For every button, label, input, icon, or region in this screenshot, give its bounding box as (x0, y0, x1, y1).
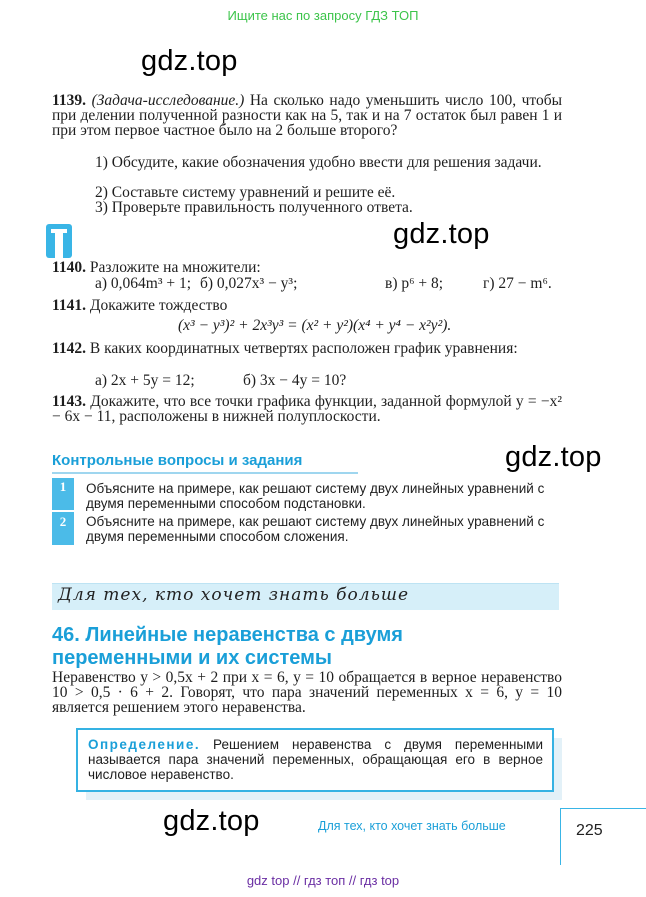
footer-divider (560, 808, 646, 809)
question-2: Объясните на примере, как решают систему двух линейных уравнений с двумя переменными способом сложения. (86, 514, 545, 544)
definition-body: Решением неравенства с двумя переменными называется пара значений переменных, обращающая его в верное числовое неравенство. (88, 737, 543, 782)
problem-text: Разложите на множители: (89, 259, 261, 276)
section-title-line: переменными и их системы (52, 647, 332, 669)
problem-number: 1140. (52, 259, 87, 276)
watermark: gdz.top (393, 218, 490, 250)
p-marker-icon (46, 224, 72, 258)
option-a: а) 0,064m³ + 1; (95, 275, 192, 292)
problem-text: В каких координатных четвертях расположен график уравнения: (89, 340, 518, 357)
problem-text: Докажите, что все точки графика функции, заданной формулой y = −x² − 6x − 11, расположены в нижней полуплоскости. (52, 393, 563, 425)
definition-label: Определение. (88, 737, 201, 752)
question-number: 2 (52, 512, 74, 545)
option-b: б) 0,027x³ − y³; (200, 275, 298, 292)
problem-number: 1141. (52, 297, 87, 314)
question-1: Объясните на примере, как решают систему двух линейных уравнений с двумя переменными способом подстановки. (86, 481, 545, 511)
section-title-line: 46. Линейные неравенства с двумя (52, 624, 403, 646)
section-body: Неравенство y > 0,5x + 2 при x = 6, y = 10 обращается в верное неравенство 10 > 0,5 · 6 + 2. Говорят, что пара значений переменных x = 6, y = 10 является решением этого неравенства. (52, 669, 562, 716)
problem-1139-step-1: 1) Обсудите, какие обозначения удобно ввести для решения задачи. (95, 154, 542, 171)
footer-section-name: Для тех, кто хочет знать больше (318, 819, 506, 833)
question-number: 1 (52, 478, 74, 510)
option-d: г) 27 − m⁶. (483, 275, 552, 292)
page-number: 225 (576, 822, 603, 839)
problem-1141 (52, 298, 562, 313)
problem-1142 (52, 341, 562, 356)
problem-1139-step-3: 3) Проверьте правильность полученного ответа. (95, 199, 413, 216)
definition-text (88, 737, 543, 782)
control-questions-title: Контрольные вопросы и задания (52, 452, 303, 469)
section-title (52, 624, 572, 670)
watermark: gdz.top (505, 441, 602, 473)
top-banner: Ищите нас по запросу ГДЗ ТОП (227, 8, 419, 23)
problem-number: 1143. (52, 393, 87, 410)
more-section-title: Для тех, кто хочет знать больше (58, 585, 410, 605)
problem-number: 1142. (52, 340, 87, 357)
problem-tag: (Задача-исследование.) (91, 92, 245, 109)
problem-1143 (52, 394, 562, 424)
problem-1140 (52, 260, 562, 275)
problem-1139 (52, 93, 562, 138)
watermark: gdz.top (141, 45, 238, 77)
option-a: а) 2x + 5y = 12; (95, 372, 195, 389)
problem-1139-step-2: 2) Составьте систему уравнений и решите её. (95, 184, 396, 201)
watermark: gdz.top (163, 805, 260, 837)
problem-1141-formula: (x³ − y³)² + 2x³y³ = (x² + y²)(x⁴ + y⁴ − x²y²). (178, 317, 452, 334)
problem-number: 1139. (52, 92, 87, 109)
problem-text: Докажите тождество (89, 297, 228, 314)
option-c: в) p⁶ + 8; (385, 275, 444, 292)
footer-divider (560, 808, 561, 865)
option-b: б) 3x − 4y = 10? (243, 372, 347, 389)
problem-text: На сколько надо уменьшить число 100, чтобы при делении полученной разности как на 5, так и на 7 остаток был равен 1 и при этом первое частное было на 2 больше второго? (52, 92, 563, 139)
title-underline (52, 472, 358, 474)
bottom-links[interactable]: gdz top // гдз топ // гдз top (246, 873, 400, 888)
